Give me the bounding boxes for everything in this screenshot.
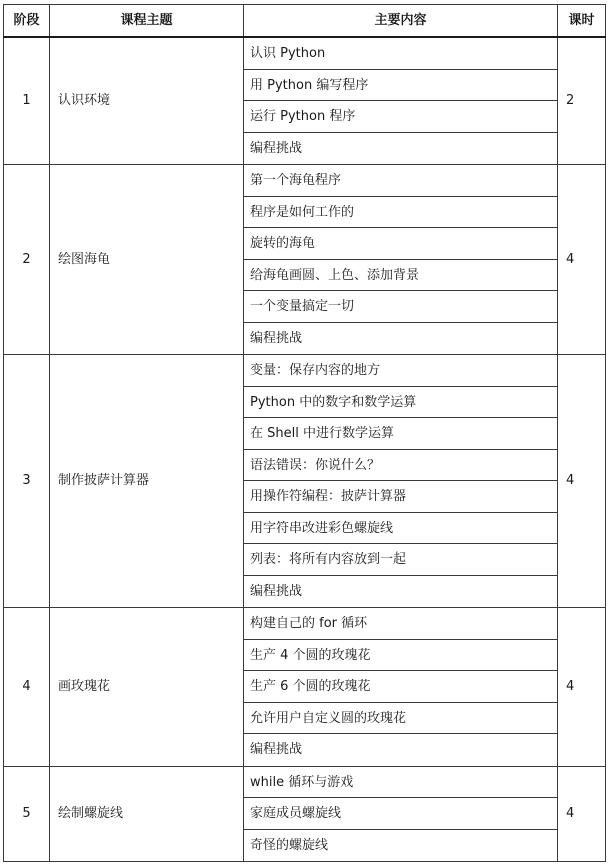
content-item: 允许用户自定义圆的玫瑰花 — [244, 703, 557, 735]
hours-cell: 2 — [558, 37, 606, 165]
content-item: 用操作符编程：披萨计算器 — [244, 481, 557, 513]
content-list — [244, 608, 557, 766]
content-item: 给海龟画圆、上色、添加背景 — [244, 260, 557, 292]
content-cell — [244, 355, 558, 608]
content-item: 语法错误：你说什么？ — [244, 450, 557, 482]
table-row — [4, 766, 606, 862]
stage-cell: 3 — [4, 355, 50, 608]
content-item: 变量：保存内容的地方 — [244, 355, 557, 387]
content-item: 生产 4 个圆的玫瑰花 — [244, 640, 557, 672]
hours-cell: 4 — [558, 355, 606, 608]
content-item: 生产 6 个圆的玫瑰花 — [244, 671, 557, 703]
table-row — [4, 37, 606, 165]
content-item: 编程挑战 — [250, 583, 303, 599]
stage-cell: 4 — [4, 608, 50, 767]
content-item: 一个变量搞定一切 — [244, 291, 557, 323]
hours-cell: 4 — [558, 766, 606, 862]
content-item: 家庭成员螺旋线 — [244, 798, 557, 830]
content-item: Python 中的数字和数学运算 — [244, 387, 557, 419]
content-item: 认识 Python — [244, 38, 557, 70]
topic-cell: 制作披萨计算器 — [50, 355, 244, 608]
content-item: 用字符串改进彩色螺旋线 — [244, 513, 557, 545]
hours-cell: 4 — [558, 608, 606, 767]
content-cell — [244, 37, 558, 165]
header-hours: 课时 — [558, 5, 606, 38]
table-row — [4, 608, 606, 767]
content-item: 编程挑战 — [250, 140, 303, 156]
stage-cell: 5 — [4, 766, 50, 862]
content-item: while 循环与游戏 — [244, 767, 557, 799]
content-item: 用 Python 编写程序 — [244, 70, 557, 102]
content-item: 程序是如何工作的 — [244, 197, 557, 229]
content-item: 编程挑战 — [250, 742, 303, 757]
table-body — [4, 37, 606, 862]
content-list — [244, 165, 557, 354]
content-cell — [244, 608, 558, 767]
course-table-page — [3, 4, 605, 862]
stage-cell: 2 — [4, 165, 50, 355]
topic-cell: 绘制螺旋线 — [50, 766, 244, 862]
header-row — [4, 5, 606, 38]
content-item: 第一个海龟程序 — [244, 165, 557, 197]
content-item: 列表：将所有内容放到一起 — [244, 544, 557, 576]
course-table — [3, 4, 606, 862]
table-row — [4, 355, 606, 608]
content-list — [244, 767, 557, 862]
content-item: 旋转的海龟 — [244, 228, 557, 260]
header-topic: 课程主题 — [50, 5, 244, 38]
content-item: 奇怪的螺旋线 — [250, 837, 329, 853]
content-item: 运行 Python 程序 — [244, 101, 557, 133]
content-cell — [244, 165, 558, 355]
topic-cell: 绘图海龟 — [50, 165, 244, 355]
hours-cell: 4 — [558, 165, 606, 355]
content-item: 构建自己的 for 循环 — [244, 608, 557, 640]
header-stage: 阶段 — [4, 5, 50, 38]
table-row — [4, 165, 606, 355]
content-item: 编程挑战 — [250, 330, 303, 346]
topic-cell: 画玫瑰花 — [50, 608, 244, 767]
stage-cell: 1 — [4, 37, 50, 165]
content-item: 在 Shell 中进行数学运算 — [244, 418, 557, 450]
content-list — [244, 38, 557, 164]
topic-cell: 认识环境 — [50, 37, 244, 165]
header-content: 主要内容 — [244, 5, 558, 38]
content-list — [244, 355, 557, 607]
content-cell — [244, 766, 558, 862]
